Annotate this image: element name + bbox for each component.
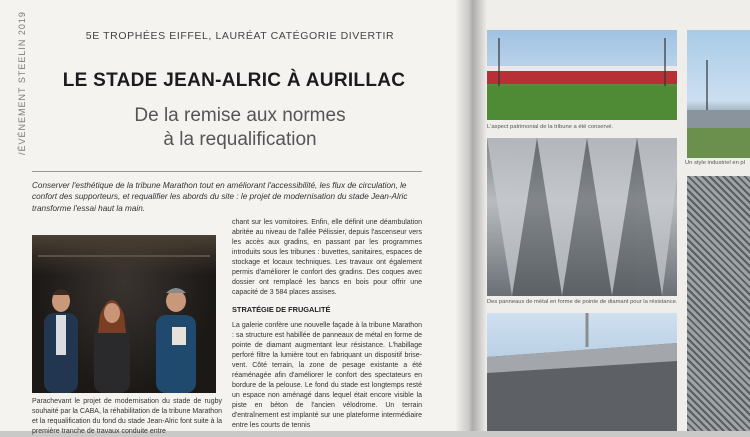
stadium-illustration (487, 30, 677, 120)
person-left-shirt (56, 315, 66, 355)
person-middle-body (94, 325, 130, 393)
industrial-illustration (687, 30, 750, 158)
stage-light-bar (38, 255, 210, 257)
award-photo (32, 235, 216, 393)
industrial-photo (687, 30, 750, 158)
facade-photo (487, 138, 677, 296)
subtitle-line-2: à la requalification (163, 129, 317, 150)
column-a: Parachevant le projet de modernisation du stade de rugby souhaité par la CABA, la réhabilitation de la tribune Marathon et la requalification du fond du stade Jean-Alric font suite à la première tranche de travaux conduite entre (32, 398, 222, 435)
grandstand-seats (487, 70, 677, 84)
column-b-text: chant sur les vomitoires. Enfin, elle définit une déambulation abritée au niveau de l'allée Pélissier, depuis l'ascenseur vers les accès aux gradins, en passant par les programmes introduits sous les tribunes : buvettes, sanitaires, espaces de stockage et locaux techniques. Les travaux ont également permis d'améliorer le confort des gradins. Des coques avec dossier ont remplacé les bancs en bois pour offrir une capacité de 3 584 places assises. (232, 219, 422, 296)
mesh-photo (687, 176, 750, 431)
section-tag-text: /ÉVÉNEMENT STEELIN 2019 (17, 11, 27, 155)
headline: LE STADE JEAN-ALRIC À AURILLAC (62, 70, 406, 91)
diamond-panels (487, 138, 677, 296)
award-photo-people (32, 235, 216, 393)
roof-illustration (487, 313, 677, 431)
roof-photo (487, 313, 677, 431)
pitch (487, 86, 677, 120)
grandstand-roof (487, 66, 677, 71)
kicker: 5E TROPHÉES EIFFEL, LAURÉAT CATÉGORIE DIVERTIR (85, 30, 395, 42)
caption-stadium: L'aspect patrimonial de la tribune a été conservé. (487, 124, 614, 130)
person-right-hair (166, 288, 186, 293)
person-left-hair (52, 289, 70, 295)
caption-facade: Des panneaux de métal en forme de pointe de diamant pour la résistance. (487, 299, 678, 305)
person-right-head (166, 290, 186, 312)
award-book (172, 327, 186, 345)
page-gutter (455, 0, 487, 431)
section-tag (14, 11, 28, 160)
subtitle (70, 104, 410, 152)
column-c-text: La galerie confère une nouvelle façade à la tribune Marathon : sa structure est habillée de panneaux de métal en forme de pointe de diamant augmentant leur résistance. L'habillage perforé filtre la lumière tout en fabriquant un dispositif brise-vent. Côté terrain, la zone de pesage existante a été réaménagée afin d'améliorer le confort des spectateurs en bordure de la pelouse. Le fond du stade est longtemps resté un espace non aménagé dans lequel était encore visible la piste en béton de l'ancien vélodrome. Un terrain d'entraînement est implanté sur une plateforme intermédiaire entre les courts de tennis (232, 322, 422, 429)
caption-industrial: Un style industriel en pl (685, 160, 745, 166)
stadium-photo (487, 30, 677, 120)
column-b (232, 218, 422, 431)
section-heading: STRATÉGIE DE FRUGALITÉ (232, 305, 331, 314)
lead-paragraph: Conserver l'esthétique de la tribune Marathon tout en améliorant l'accessibilité, les flux de circulation, le confort des supporteurs, et requalifier les abords du site : le projet de modernisation du stade Jean-Alric transforme l'essai haut la main. (32, 181, 408, 213)
subtitle-line-1: De la remise aux normes (134, 105, 346, 126)
person-right-body (156, 315, 196, 393)
divider (32, 171, 422, 172)
